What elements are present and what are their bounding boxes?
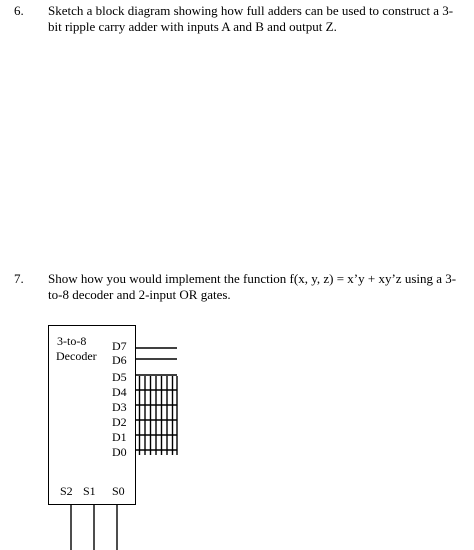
decoder-name-line-1: 3-to-8 [57,334,87,348]
select-label-s0: S0 [112,484,125,498]
output-label-d5: D5 [112,370,127,384]
decoder-name-line-2: Decoder [56,349,97,363]
question-6-text: Sketch a block diagram showing how full adders can be used to construct a 3-bit ripple carry adder with inputs A and B and output Z. [48,3,454,34]
output-label-d7: D7 [112,339,127,353]
output-label-d0: D0 [112,445,127,459]
select-label-s2: S2 [60,484,73,498]
select-label-s1: S1 [83,484,96,498]
output-label-d6: D6 [112,353,127,367]
output-label-d3: D3 [112,400,127,414]
output-label-d2: D2 [112,415,127,429]
question-7-number: 7. [14,271,24,286]
output-label-d4: D4 [112,385,127,399]
question-7-text: Show how you would implement the function f(x, y, z) = x’y + xy’z using a 3-to-8 decoder and 2-input OR gates. [48,271,457,302]
question-6-number: 6. [14,3,24,18]
output-label-d1: D1 [112,430,127,444]
